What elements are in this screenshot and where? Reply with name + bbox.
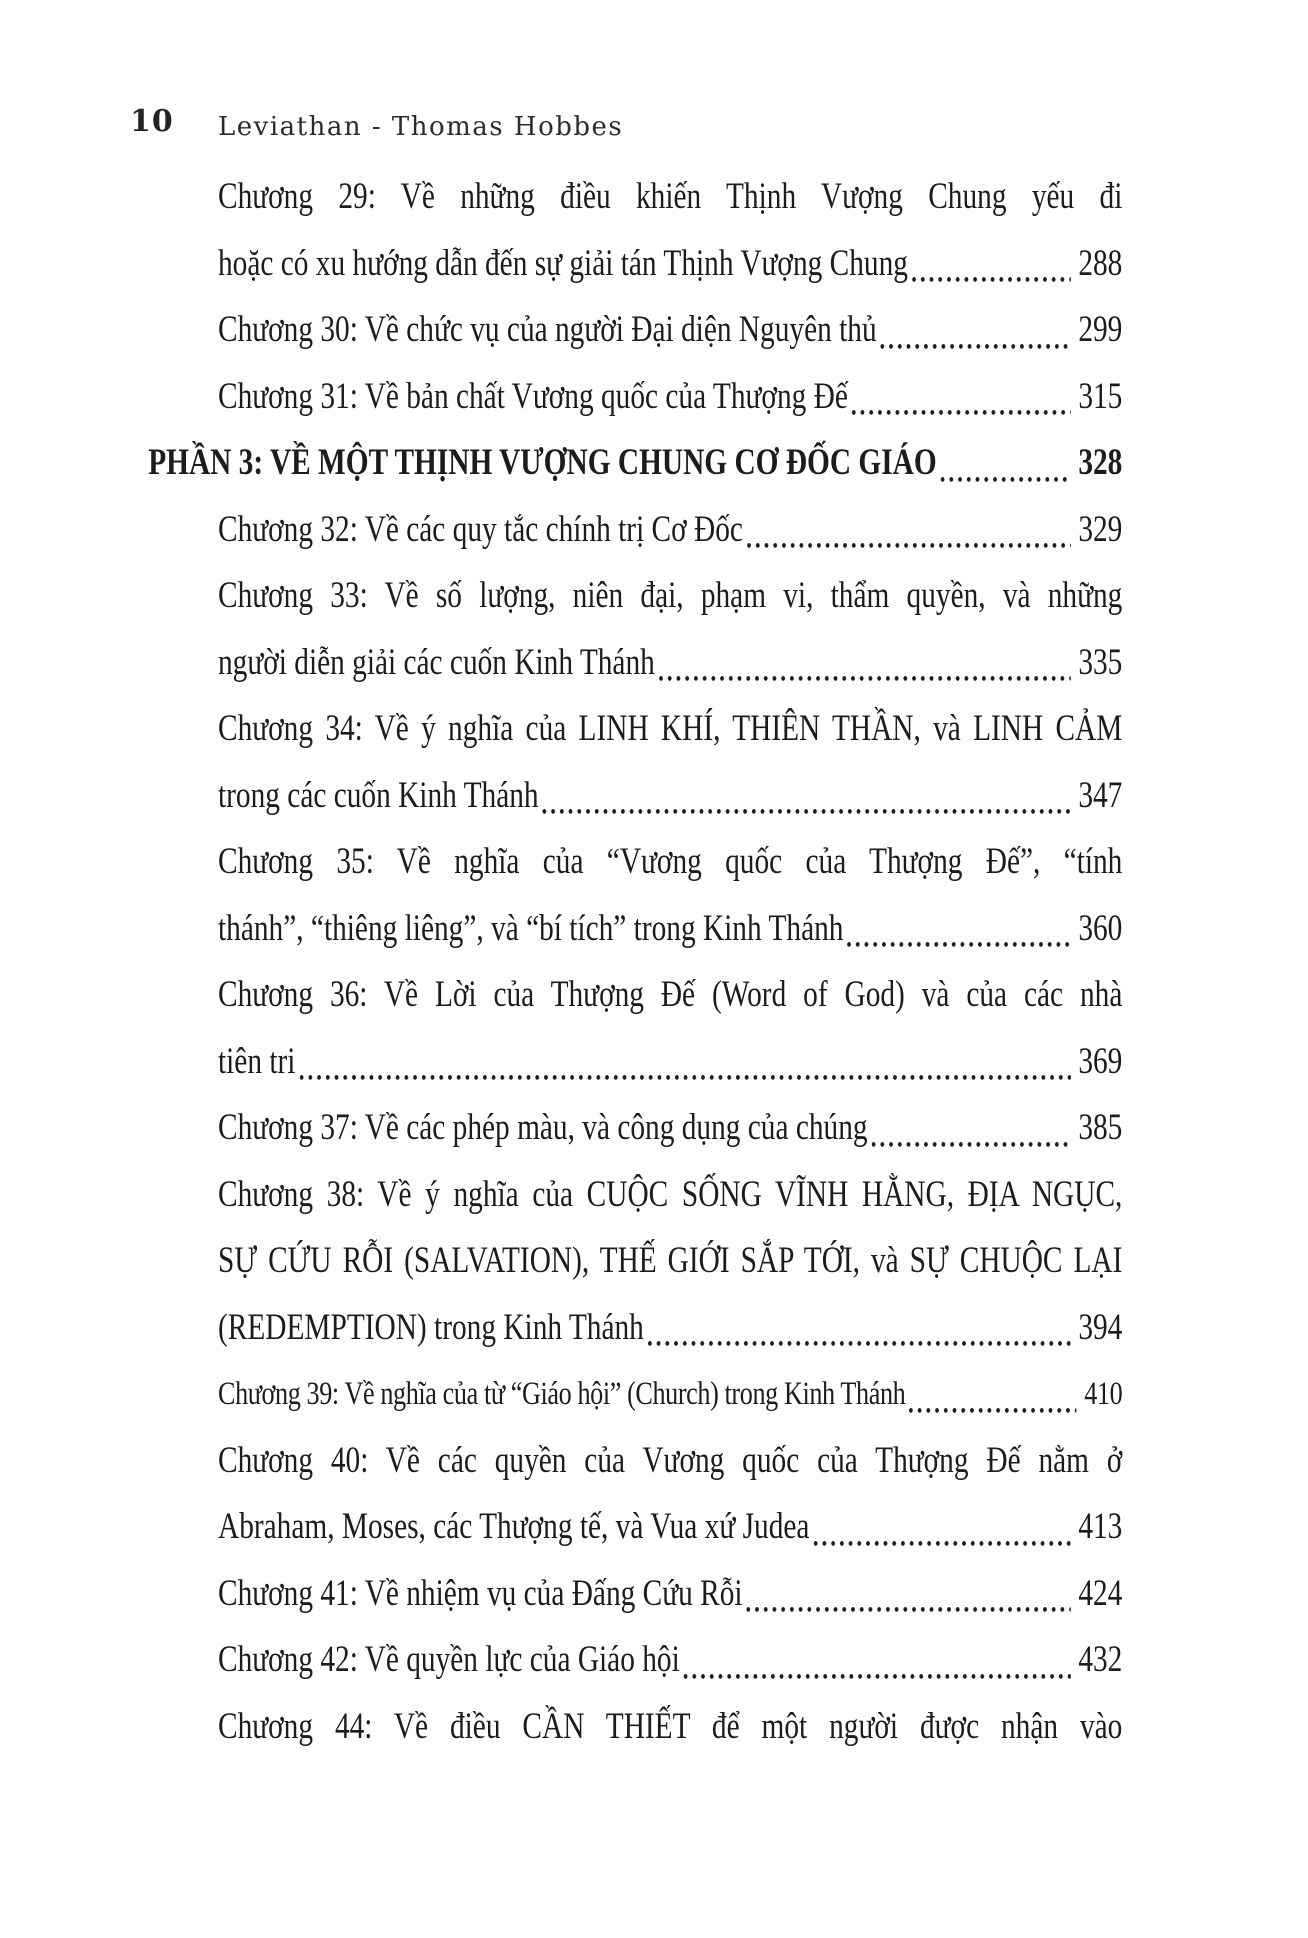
- toc-entry-text: Chương 31: Về bản chất Vương quốc của Thượng Đế: [218, 375, 848, 417]
- toc-entry-text: Abraham, Moses, các Thượng tế, và Vua xứ Judea: [218, 1506, 810, 1547]
- book-title: Leviathan - Thomas Hobbes: [218, 112, 624, 142]
- toc-entry-text: người diễn giải các cuốn Kinh Thánh: [218, 641, 655, 683]
- toc-entry-text: hoặc có xu hướng dẫn đến sự giải tán Thịnh Vượng Chung: [218, 242, 908, 284]
- toc-entry-text: SỰ CỨU RỖI (SALVATION), THẾ GIỚI SẮP TỚI, và SỰ CHUỘC LẠI: [218, 1240, 1123, 1281]
- toc-entry-text: Chương 33: Về số lượng, niên đại, phạm vi, thẩm quyền, và những: [218, 575, 1123, 616]
- toc-entry-text: Chương 35: Về nghĩa của “Vương quốc của Thượng Đế”, “tính: [218, 841, 1123, 882]
- toc-entry-line: [218, 364, 1122, 431]
- toc-entry-line: [218, 1162, 1122, 1229]
- toc-entry-text: PHẦN 3: VỀ MỘT THỊNH VƯỢNG CHUNG CƠ ĐỐC GIÁO: [148, 442, 937, 483]
- toc-entry-text: Chương 29: Về những điều khiến Thịnh Vượng Chung yếu đi: [218, 176, 1123, 217]
- dot-leader: [684, 1674, 1071, 1679]
- toc-entry-line: [218, 962, 1122, 1029]
- dot-leader: [747, 1607, 1071, 1612]
- page-ref-number: 335: [1078, 641, 1123, 683]
- toc-entry-text: Chương 38: Về ý nghĩa của CUỘC SỐNG VĨNH HẰNG, ĐỊA NGỤC,: [218, 1173, 1123, 1215]
- toc-entry-line: [218, 1627, 1122, 1694]
- folio-page-number: 10: [130, 104, 174, 139]
- toc-section-heading: [148, 430, 1122, 497]
- dot-leader: [747, 543, 1071, 548]
- dot-leader: [909, 1408, 1076, 1413]
- page-ref-number: 315: [1078, 375, 1123, 417]
- dot-leader: [872, 1142, 1071, 1147]
- toc-entry-line: [218, 1694, 1122, 1761]
- toc-entry-text: Chương 42: Về quyền lực của Giáo hội: [218, 1639, 680, 1680]
- toc-entry-text: Chương 37: Về các phép màu, và công dụng của chúng: [218, 1107, 868, 1148]
- page-ref-number: 432: [1078, 1639, 1123, 1680]
- dot-leader: [847, 942, 1070, 947]
- dot-leader: [659, 676, 1071, 681]
- toc-entry-line: [218, 1029, 1122, 1096]
- dot-leader: [852, 410, 1071, 415]
- page-ref-number: 413: [1078, 1506, 1123, 1547]
- dot-leader: [648, 1341, 1071, 1346]
- dot-leader: [912, 277, 1071, 282]
- page-ref-number: 385: [1078, 1107, 1123, 1148]
- dot-leader: [299, 1075, 1070, 1080]
- page-ref-number: 424: [1078, 1572, 1123, 1614]
- toc-entry-line: [218, 829, 1122, 896]
- toc-entry-text: Chương 36: Về Lời của Thượng Đế (Word of God) và của các nhà: [218, 974, 1123, 1015]
- page-ref-number: 299: [1078, 309, 1123, 350]
- toc-entry-text: Chương 41: Về nhiệm vụ của Đấng Cứu Rỗi: [218, 1572, 743, 1614]
- dot-leader: [543, 809, 1071, 814]
- toc-entry-text: trong các cuốn Kinh Thánh: [218, 774, 539, 816]
- toc-entry-text: (REDEMPTION) trong Kinh Thánh: [218, 1306, 644, 1348]
- toc-entry-line: [218, 1361, 1122, 1428]
- toc-entry-text: Chương 34: Về ý nghĩa của LINH KHÍ, THIÊN THẦN, và LINH CẢM: [218, 708, 1123, 749]
- toc-entry-line: [218, 164, 1122, 231]
- toc-entry-line: [218, 1228, 1122, 1295]
- dot-leader: [813, 1541, 1070, 1546]
- toc-entry-line: [218, 563, 1122, 630]
- page-ref-number: 329: [1078, 508, 1123, 550]
- page-ref-number: 328: [1078, 442, 1123, 483]
- page-ref-number: 347: [1078, 774, 1123, 816]
- toc-entry-text: tiên tri: [218, 1040, 296, 1082]
- toc-entry-line: [218, 1561, 1122, 1628]
- toc-entry-text: Chương 32: Về các quy tắc chính trị Cơ Đốc: [218, 508, 743, 550]
- toc-entry-text: Chương 44: Về điều CẦN THIẾT để một người được nhận vào: [218, 1705, 1123, 1747]
- toc-entry-line: [218, 1494, 1122, 1561]
- toc-entry-line: [218, 1295, 1122, 1362]
- page-ref-number: 410: [1084, 1376, 1123, 1412]
- toc-entry-line: [218, 231, 1122, 298]
- page-ref-number: 288: [1078, 242, 1123, 284]
- toc-entry-text: Chương 40: Về các quyền của Vương quốc của Thượng Đế nằm ở: [218, 1439, 1123, 1481]
- toc-entry-text: thánh”, “thiêng liêng”, và “bí tích” trong Kinh Thánh: [218, 907, 844, 949]
- toc-entry-line: [218, 896, 1122, 963]
- toc-entry-line: [218, 497, 1122, 564]
- toc-entry-line: [218, 1095, 1122, 1162]
- dot-leader: [941, 477, 1071, 482]
- toc-entry-line: [218, 1428, 1122, 1495]
- toc-entry-line: [218, 630, 1122, 697]
- toc-entry-line: [218, 763, 1122, 830]
- page-ref-number: 360: [1078, 907, 1123, 949]
- toc-entry-text: Chương 39: Về nghĩa của từ “Giáo hội” (Church) trong Kinh Thánh: [218, 1376, 906, 1412]
- toc-entry-text: Chương 30: Về chức vụ của người Đại diện Nguyên thủ: [218, 309, 877, 350]
- table-of-contents: [148, 164, 1123, 1760]
- toc-entry-line: [218, 297, 1122, 364]
- page-ref-number: 394: [1078, 1306, 1123, 1348]
- page-ref-number: 369: [1078, 1040, 1123, 1082]
- toc-entry-line: [218, 696, 1122, 763]
- dot-leader: [881, 344, 1071, 349]
